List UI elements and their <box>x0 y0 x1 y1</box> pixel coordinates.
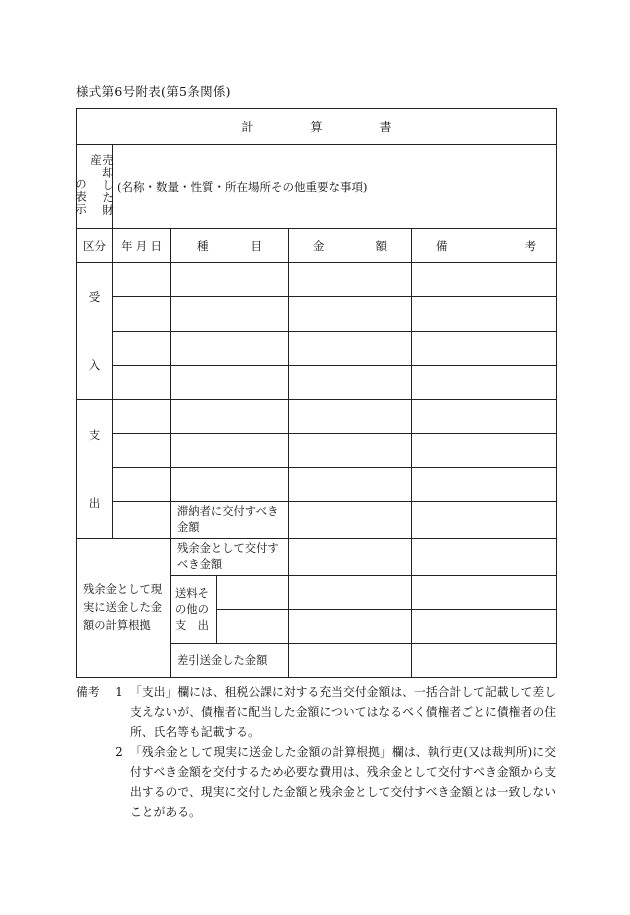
postage-amount[interactable] <box>289 576 412 610</box>
property-label-col2: の表示 <box>74 177 88 215</box>
note-text: 「残余金として現実に送金した金額の計算根拠」欄は、執行吏(又は裁判所)に交付すべき金額を交付するため必要な費用は、残余金として交付すべき金額から支出するので、現実に交付した金額と残余金として交付すべき金額とは一致しないことがある。 <box>130 745 556 819</box>
receipts-label-2: 入 <box>88 358 101 372</box>
property-label-cell <box>74 145 115 229</box>
payment-amount[interactable] <box>289 468 412 502</box>
title-char: 計 <box>241 120 254 134</box>
receipt-remarks[interactable] <box>412 331 557 365</box>
receipt-item[interactable] <box>171 297 289 331</box>
receipt-date[interactable] <box>113 263 171 297</box>
receipt-amount[interactable] <box>289 331 412 365</box>
header-remarks <box>412 229 557 263</box>
note-text: 「支出」欄には、租税公課に対する充当交付金額は、一括合計して記載して差し支えないが、債権者に配当した金額についてはなるべく債権者ごとに債権者の住所、氏名等も記載する。 <box>130 685 556 739</box>
receipt-item[interactable] <box>171 263 289 297</box>
payment-amount[interactable] <box>289 400 412 434</box>
header-remarks-2: 考 <box>524 238 537 253</box>
arrears-remarks[interactable] <box>412 502 557 539</box>
surplus-amount[interactable] <box>289 539 412 576</box>
arrears-label: 滞納者に交付すべき金額 <box>171 502 289 539</box>
receipts-label-1: 受 <box>88 290 101 304</box>
note-number: 2 <box>115 745 123 759</box>
receipt-amount[interactable] <box>289 297 412 331</box>
header-item <box>171 229 289 263</box>
net-amount[interactable] <box>289 644 412 678</box>
payment-date[interactable] <box>113 434 171 468</box>
receipt-date[interactable] <box>113 365 171 399</box>
note-item <box>76 742 556 822</box>
payment-remarks[interactable] <box>412 400 557 434</box>
receipt-amount[interactable] <box>289 263 412 297</box>
receipt-remarks[interactable] <box>412 263 557 297</box>
note-number: 1 <box>115 685 123 699</box>
payments-category <box>77 400 113 539</box>
notes-lead: 備考 <box>76 685 100 699</box>
table-title <box>77 109 557 145</box>
net-remarks[interactable] <box>412 644 557 678</box>
postage-item[interactable] <box>217 576 289 610</box>
property-label-col1: 売却した財産 <box>89 153 115 216</box>
header-date <box>113 229 171 263</box>
receipt-remarks[interactable] <box>412 365 557 399</box>
header-amount-2: 額 <box>375 238 387 253</box>
header-item-2: 目 <box>250 238 262 253</box>
receipt-item[interactable] <box>171 365 289 399</box>
payment-date[interactable] <box>113 400 171 434</box>
title-char: 算 <box>310 120 323 134</box>
surplus-label: 残余金として交付すべき金額 <box>171 539 289 576</box>
payment-item[interactable] <box>171 468 289 502</box>
payment-item[interactable] <box>171 434 289 468</box>
form-number: 様式第6号附表(第5条関係) <box>76 84 231 99</box>
receipt-item[interactable] <box>171 331 289 365</box>
header-remarks-1: 備 <box>436 238 448 253</box>
payments-label-2: 出 <box>88 496 101 510</box>
postage-item[interactable] <box>217 610 289 644</box>
surplus-remarks[interactable] <box>412 539 557 576</box>
calculation-table <box>76 108 557 678</box>
receipt-date[interactable] <box>113 297 171 331</box>
header-amount-1: 金 <box>313 238 325 253</box>
payment-date[interactable] <box>113 468 171 502</box>
payment-date[interactable] <box>113 502 171 539</box>
header-amount <box>289 229 412 263</box>
title-char: 書 <box>379 120 392 134</box>
receipt-remarks[interactable] <box>412 297 557 331</box>
payment-amount[interactable] <box>289 434 412 468</box>
header-item-1: 種 <box>197 238 209 253</box>
payment-remarks[interactable] <box>412 468 557 502</box>
receipt-date[interactable] <box>113 331 171 365</box>
notes <box>76 682 556 822</box>
payments-label-1: 支 <box>88 428 101 442</box>
header-date-month: 月 <box>135 238 148 253</box>
postage-remarks[interactable] <box>412 576 557 610</box>
arrears-amount[interactable] <box>289 502 412 539</box>
payment-remarks[interactable] <box>412 434 557 468</box>
property-description: (名称・数量・性質・所在場所その他重要な事項) <box>113 145 557 229</box>
payment-item[interactable] <box>171 400 289 434</box>
header-date-day: 日 <box>150 238 162 253</box>
header-date-year: 年 <box>121 238 133 253</box>
net-label: 差引送金した金額 <box>171 644 289 678</box>
receipts-category <box>77 263 113 400</box>
header-category: 区分 <box>77 229 113 263</box>
receipt-amount[interactable] <box>289 365 412 399</box>
note-item <box>76 682 556 742</box>
basis-label: 残余金として現実に送金した金額の計算根拠 <box>77 539 171 678</box>
postage-remarks[interactable] <box>412 610 557 644</box>
postage-amount[interactable] <box>289 610 412 644</box>
postage-label: 送料その他の支 出 <box>171 576 217 644</box>
